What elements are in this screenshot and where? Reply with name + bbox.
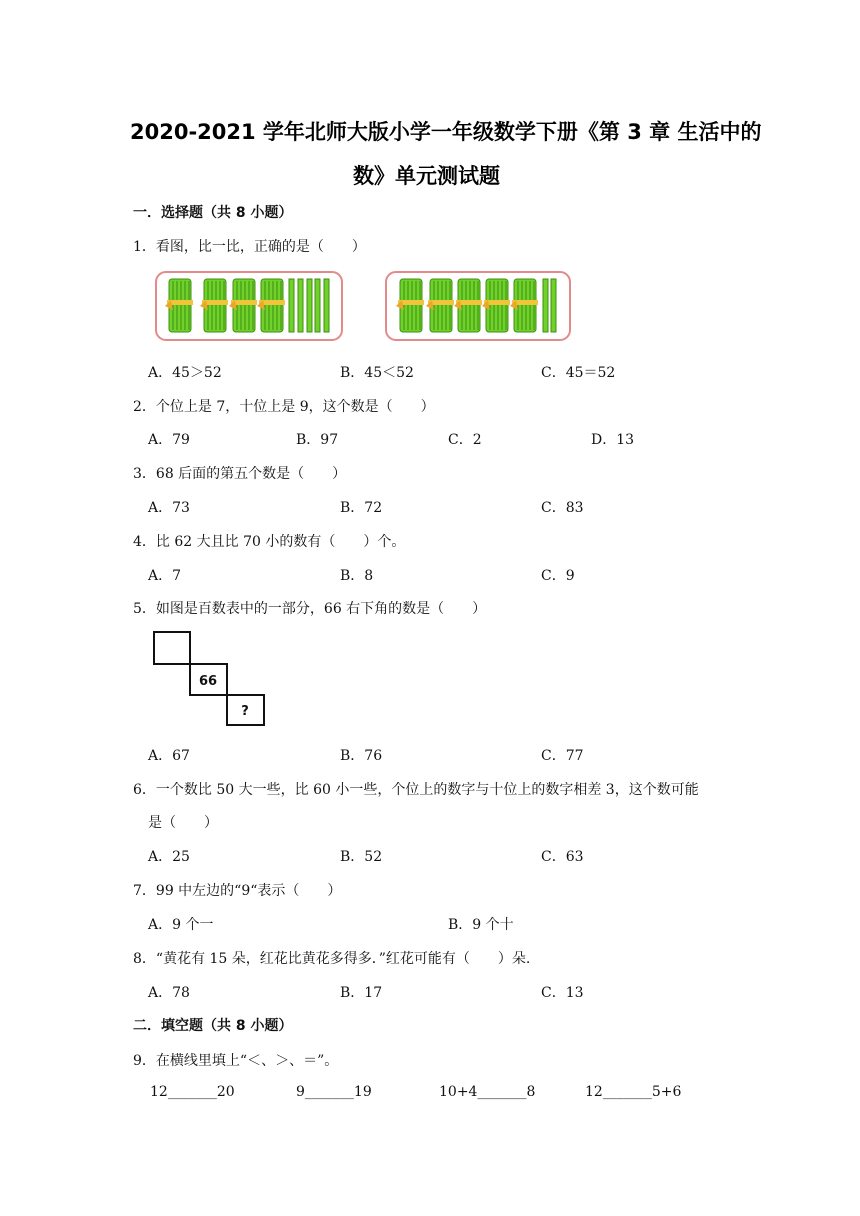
question-1-stem: 1．看图，比一比，正确的是（ ） xyxy=(133,239,366,255)
q2-option-d: D．13 xyxy=(591,432,635,448)
question-4-stem: 4．比 62 大且比 70 小的数有（ ）个。 xyxy=(133,534,406,550)
q2-option-c: C．2 xyxy=(448,432,482,448)
q1-option-c: C．45＝52 xyxy=(541,365,616,381)
q7-option-b: B．9 个十 xyxy=(448,917,514,933)
q3-option-c: C．83 xyxy=(541,500,584,516)
question-9-stem: 9．在横线里填上“＜、＞、＝”。 xyxy=(133,1053,339,1069)
q1-option-a: A．45＞52 xyxy=(148,365,222,381)
q9-blank-1[interactable]: 12_______20 xyxy=(150,1084,235,1100)
question-7-stem: 7．99 中左边的“9“表示（ ） xyxy=(133,883,342,899)
question-2-stem: 2．个位上是 7，十位上是 9，这个数是（ ） xyxy=(133,399,435,415)
q2-option-b: B．97 xyxy=(296,432,339,448)
page-title: 2020-2021 学年北师大版小学一年级数学下册《第 3 章 生活中的 xyxy=(130,120,762,144)
q4-option-b: B．8 xyxy=(340,568,374,584)
q8-option-a: A．78 xyxy=(148,985,190,1001)
q6-option-a: A．25 xyxy=(148,849,190,865)
q8-option-b: B．17 xyxy=(340,985,383,1001)
q5-option-b: B．76 xyxy=(340,748,383,764)
q6-option-c: C．63 xyxy=(541,849,584,865)
q4-option-c: C．9 xyxy=(541,568,575,584)
q6-option-b: B．52 xyxy=(340,849,383,865)
q5-unknown-cell: ? xyxy=(241,704,249,719)
q5-option-c: C．77 xyxy=(541,748,584,764)
page-title-line2: 数》单元测试题 xyxy=(353,164,500,188)
q3-option-b: B．72 xyxy=(340,500,383,516)
question-6-stem: 6．一个数比 50 大一些，比 60 小一些，个位上的数字与十位上的数字相差 3，这个数可能 xyxy=(133,782,699,798)
section-fill-heading: 二．填空题（共 8 小题） xyxy=(133,1018,293,1034)
q5-known-cell: 66 xyxy=(198,674,218,689)
q3-option-a: A．73 xyxy=(148,500,190,516)
q5-hundred-chart-figure xyxy=(150,628,270,728)
q1-option-b: B．45＜52 xyxy=(340,365,414,381)
question-5-stem: 5．如图是百数表中的一部分，66 右下角的数是（ ） xyxy=(133,601,487,617)
q4-option-a: A．7 xyxy=(148,568,182,584)
q2-option-a: A．79 xyxy=(148,432,190,448)
q9-blank-4[interactable]: 12_______5+6 xyxy=(585,1084,682,1100)
question-6-stem-cont: 是（ ） xyxy=(148,815,218,831)
q9-blank-3[interactable]: 10+4_______8 xyxy=(439,1084,536,1100)
section-choice-heading: 一．选择题（共 8 小题） xyxy=(133,205,293,221)
question-3-stem: 3．68 后面的第五个数是（ ） xyxy=(133,466,347,482)
q9-blank-2[interactable]: 9_______19 xyxy=(296,1084,372,1100)
question-8-stem: 8．“黄花有 15 朵，红花比黄花多得多．”红花可能有（ ）朵. xyxy=(133,951,531,967)
q1-sticks-figure xyxy=(150,268,580,348)
q5-option-a: A．67 xyxy=(148,748,190,764)
q7-option-a: A．9 个一 xyxy=(148,917,214,933)
q8-option-c: C．13 xyxy=(541,985,584,1001)
